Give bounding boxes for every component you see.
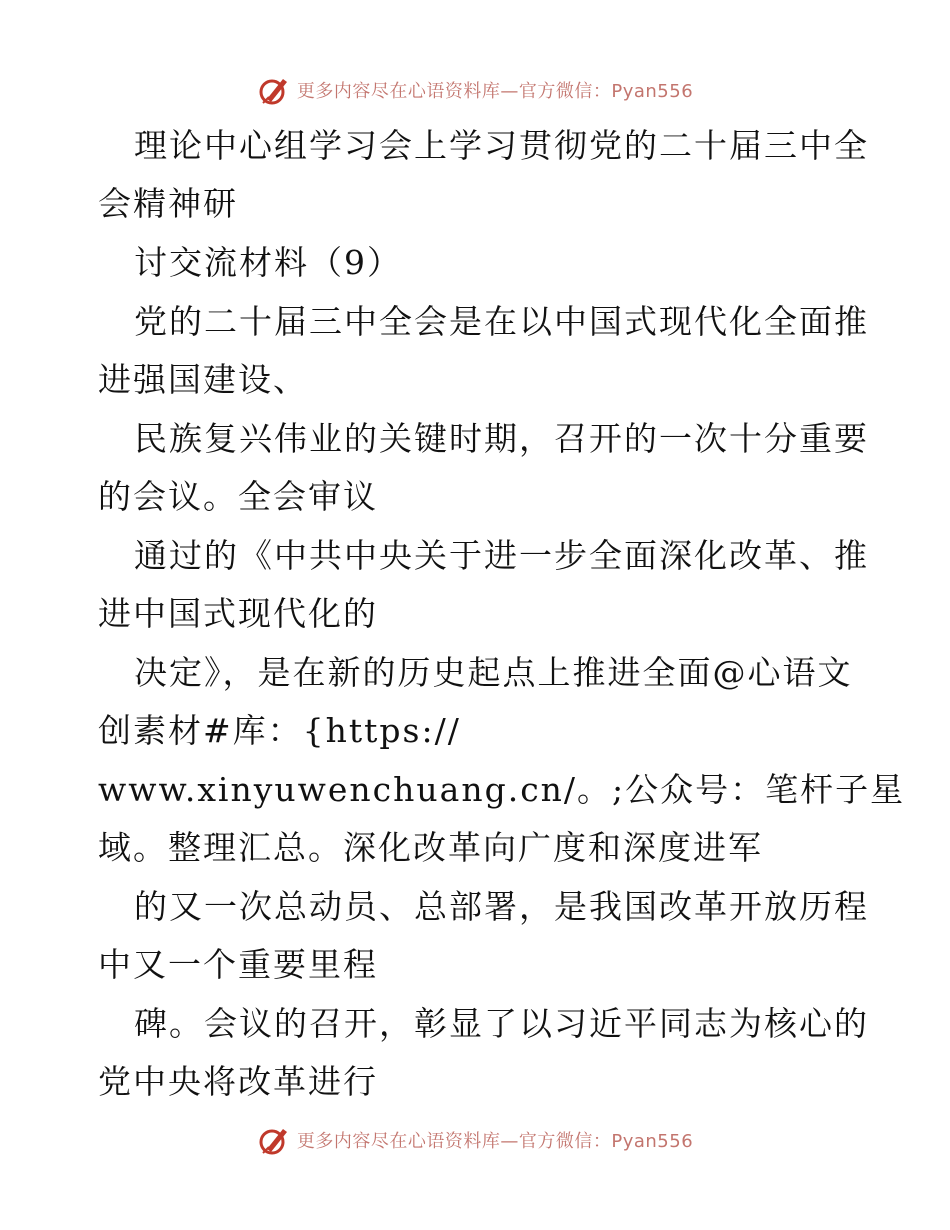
- watermark-text: 更多内容尽在心语资料库—官方微信：Pyan556: [296, 81, 694, 102]
- text-line: www.xinyuwenchuang.cn/。;公众号：笔杆子星: [98, 770, 906, 809]
- text-line: 决定》，是在新的历史起点上推进全面@心语文: [134, 653, 853, 692]
- watermark-footer: [0, 1120, 950, 1160]
- watermark-text: 更多内容尽在心语资料库—官方微信：Pyan556: [296, 1131, 694, 1152]
- text-line: 的又一次总动员、总部署，是我国改革开放历程: [134, 887, 869, 926]
- text-line: 的会议。全会审议: [98, 477, 378, 516]
- text-line: 域。整理汇总。深化改革向广度和深度进军: [98, 828, 763, 867]
- text-line: 党的二十届三中全会是在以中国式现代化全面推: [134, 302, 869, 341]
- text-line: 讨交流材料（9）: [134, 243, 402, 282]
- text-line: 理论中心组学习会上学习贯彻党的二十届三中全: [134, 126, 869, 165]
- text-line: 通过的《中共中央关于进一步全面深化改革、推: [134, 536, 869, 575]
- text-line: 进中国式现代化的: [98, 594, 378, 633]
- pen-logo-icon: [257, 73, 291, 107]
- text-line: 民族复兴伟业的关键时期，召开的一次十分重要: [134, 419, 869, 458]
- text-line: 进强国建设、: [98, 360, 308, 399]
- text-line: 中又一个重要里程: [98, 945, 378, 984]
- text-line: 党中央将改革进行: [98, 1062, 378, 1101]
- watermark-header: [0, 70, 950, 110]
- text-line: 创素材#库：{https://: [98, 711, 461, 750]
- text-line: 碑。会议的召开，彰显了以习近平同志为核心的: [134, 1004, 869, 1043]
- text-line: 会精神研: [98, 184, 238, 223]
- pen-logo-icon: [257, 1123, 291, 1157]
